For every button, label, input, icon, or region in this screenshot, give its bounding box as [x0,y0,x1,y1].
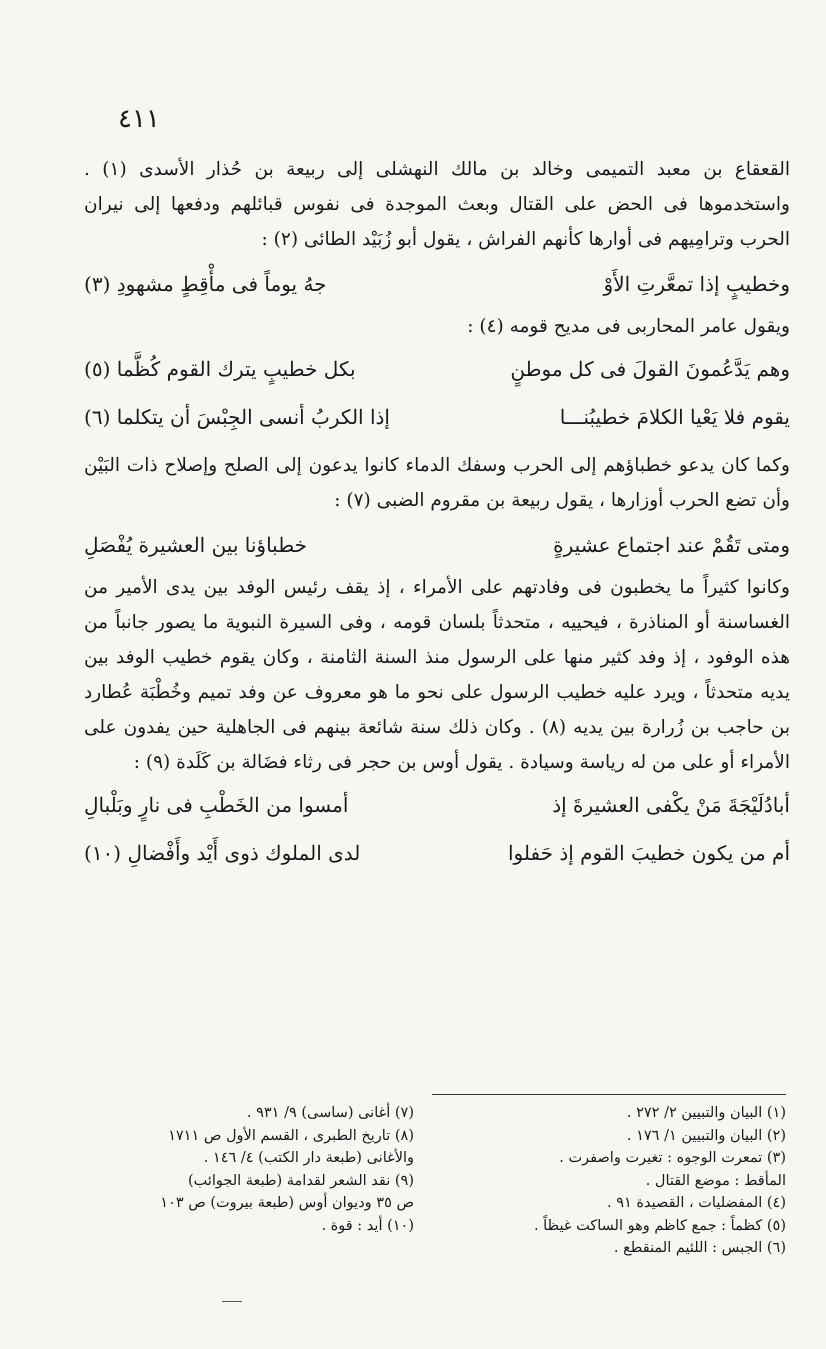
paragraph-3: وكما كان يدعو خطباؤهم إلى الحرب وسفك الدماء كانوا يدعون إلى الصلح وإصلاح ذات البَيْن وأن تضع الحرب أوزارها ، يقول ربيعة بن مقروم الضبى (٧) : [84,455,790,511]
verse-2b [84,392,790,440]
verse-4a-second-hemistich: أمسوا من الخَطْبِ فى نارٍ وبَلْبالِ [84,793,349,817]
verse-4b-first-hemistich: أم من يكون خطيبَ القوم إذ حَفلوا [507,841,790,865]
verse-2b-second-hemistich: إذا الكربُ أنسى الجِبْسَ أن يتكلما (٦) [84,405,390,429]
paragraph-1: القعقاع بن معبد التميمى وخالد بن مالك النهشلى إلى ربيعة بن حُذار الأسدى (١) . واستخدموها فى الحض على القتال وبعث الموجدة فى نفوس قبائلهم ودفعها إلى نيران الحرب وترامِيهم فى أوارها كأنهم الفراش ، يقول أبو زُبَيْد الطائى (٢) : [84,159,790,250]
footnote-divider [432,1094,786,1095]
footnote: (١) البيان والتبيين ٢/ ٢٧٢ . [626,1105,786,1121]
verse-1 [84,257,790,309]
footnote: (١٠) أيد : قوة . [321,1217,414,1234]
footnote: (٤) المفضليات ، القصيدة ٩١ . [607,1195,786,1211]
verse-3-second-hemistich: خطباؤنا بين العشيرة يُفْصَلِ [84,533,307,557]
footnote: (٥) كظماً : جمع كاظم وهو الساكت غيظاً . [533,1217,786,1234]
verse-2a [84,344,790,392]
footnote: المأقط : موضع القتال . [645,1172,786,1189]
verse-4b-second-hemistich: لدى الملوك ذوى أَيْد وأَفْضالِ (١٠) [84,841,361,865]
verse-4b [84,828,790,876]
footnote: (٩) نقد الشعر لقدامة (طبعة الجوائب) [187,1172,414,1189]
footnotes-right-column [426,1102,786,1260]
verse-3 [84,518,790,570]
verse-2b-first-hemistich: يقوم فلا يَعْيا الكلامَ خطيبُنـــا [559,405,790,429]
verse-2a-second-hemistich: بكل خطيبٍ يترك القوم كُظَّما (٥) [84,357,356,381]
footnote: ص ٣٥ وديوان أوس (طبعة بيروت) ص ١٠٣ [160,1195,414,1211]
footnote: (٧) أغانى (ساسى) ٩/ ٩٣١ . [246,1105,414,1121]
verse-2a-first-hemistich: وهم يَدَّعُمونَ القولَ فى كل موطنٍ [510,357,790,381]
footnote: والأغانى (طبعة دار الكتب) ٤/ ١٤٦ . [203,1150,414,1166]
footnote: (٨) تاريخ الطبرى ، القسم الأول ص ١٧١١ [168,1127,414,1144]
main-text [84,152,790,876]
paragraph-4: وكانوا كثيراً ما يخطبون فى وفادتهم على الأمراء ، إذ يقف رئيس الوفد بين يدى الأمير من الغساسنة أو المناذرة ، فيحييه ، متحدثاً بلسان قومه ، وفى السيرة النبوية ما يصور جانباً من هذه الوفود ، إذ وفد كثير منها على الرسول منذ السنة الثامنة ، وكان يقوم خطيب الوفد بين يديه متحدثاً ، ويرد عليه خطيب الرسول على نحو ما هو معروف عن وفد تميم وخُطْبَة عُطارد بن حاجب بن زُرارة بين يديه (٨) . وكان ذلك سنة شائعة بينهم فى الجاهلية حين يفدون على الأمراء أو على من له رياسة وسيادة . يقول أوس بن حجر فى رثاء فضَالة بن كَلَدة (٩) : [84,577,790,773]
verse-1-second-hemistich: جهُ يوماً فى مأْقِطٍ مشهودِ (٣) [84,272,327,296]
footnote: (٢) البيان والتبيين ١/ ١٧٦ . [626,1127,786,1144]
page-number: ٤١١ [118,104,160,134]
verse-3-first-hemistich: ومتى تَقُمْ عند اجتماع عشيرةٍ [553,533,790,557]
footnote: (٣) تمعرت الوجوه : تغيرت واصفرت . [559,1150,786,1166]
footnote: (٦) الجبس : اللئيم المنقطع . [613,1240,786,1256]
verse-1-first-hemistich: وخطيبٍ إذا تمعَّرتِ الأَوْ [603,272,790,296]
verse-4a [84,780,790,828]
footer-dash [222,1301,242,1302]
verse-4a-first-hemistich: أبادُلَيْجَةَ مَنْ يكْفى العشيرةَ إذ [552,793,790,817]
footnotes-left-column [114,1102,414,1237]
paragraph-2: ويقول عامر المحاربى فى مديح قومه (٤) : [467,316,790,337]
